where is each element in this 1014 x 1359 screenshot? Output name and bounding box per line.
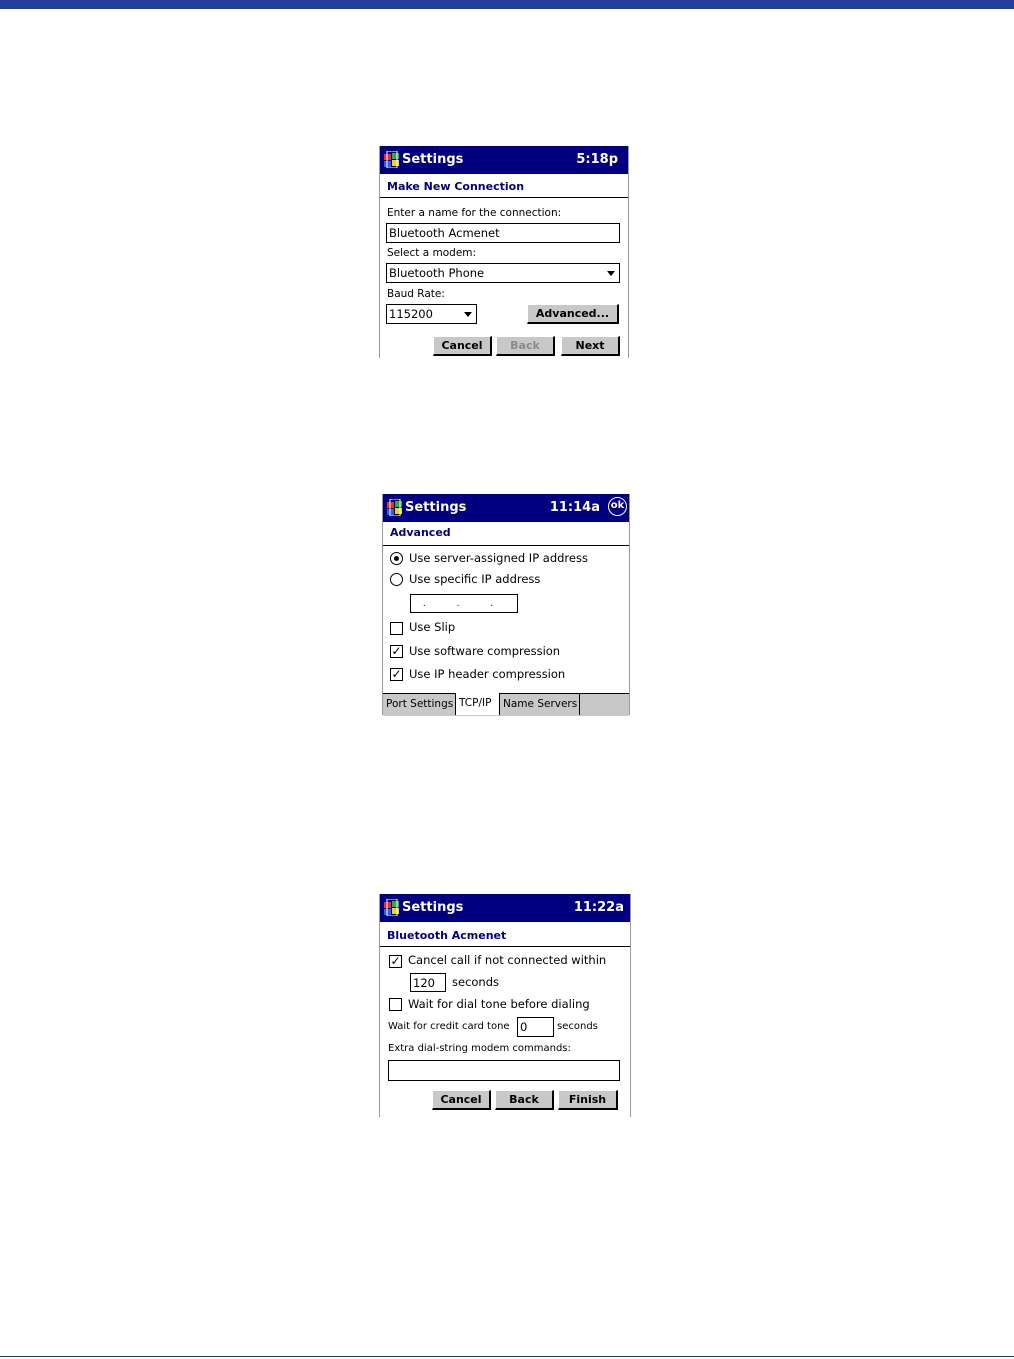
specific-ip-radio[interactable] (390, 573, 403, 586)
title-bar (380, 146, 628, 174)
header-divider (380, 197, 628, 198)
baud-rate-select[interactable] (386, 304, 477, 324)
title-bar (380, 894, 630, 922)
dial-tone-checkbox[interactable] (389, 998, 402, 1011)
bluetooth-acmenet-screen (379, 894, 631, 1117)
page-header: Make New Connection (387, 180, 525, 193)
software-compression-label: Use software compression (409, 644, 561, 658)
app-title: Settings (405, 500, 467, 515)
dial-tone-label: Wait for dial tone before dialing (408, 997, 590, 1011)
use-slip-label: Use Slip (409, 620, 456, 634)
clock[interactable]: 11:14a (549, 500, 600, 515)
advanced-screen (382, 494, 630, 715)
cancel-button[interactable]: Cancel (432, 1090, 491, 1110)
finish-button[interactable]: Finish (558, 1090, 618, 1110)
extra-commands-input[interactable] (388, 1060, 620, 1081)
extra-commands-label: Extra dial-string modem commands: (388, 1043, 571, 1054)
chevron-down-icon (607, 271, 615, 276)
server-ip-label: Use server-assigned IP address (409, 551, 588, 565)
use-slip-checkbox[interactable] (390, 622, 403, 635)
windows-start-icon[interactable] (384, 899, 400, 916)
radio-selected-dot (394, 556, 399, 561)
next-button[interactable]: Next (561, 336, 620, 356)
ok-button[interactable]: ok (608, 497, 627, 516)
software-compression-checkbox[interactable]: ✓ (391, 644, 402, 658)
timeout-input[interactable]: 120 (410, 973, 446, 992)
connection-name-input[interactable]: Bluetooth Acmenet (386, 223, 620, 243)
cancel-button[interactable]: Cancel (433, 336, 492, 356)
server-ip-radio[interactable] (390, 552, 403, 565)
modem-select[interactable] (386, 263, 620, 283)
page-header: Advanced (390, 526, 451, 539)
page-bottom-rule (0, 1356, 1014, 1357)
modem-label: Select a modem: (387, 247, 477, 259)
title-bar (383, 494, 629, 522)
app-title: Settings (402, 900, 464, 915)
back-button[interactable]: Back (495, 1090, 554, 1110)
connection-name-label: Enter a name for the connection: (387, 207, 562, 219)
credit-tone-input[interactable]: 0 (517, 1017, 554, 1037)
ip-header-compression-label: Use IP header compression (409, 667, 566, 681)
page-top-bar (0, 0, 1014, 9)
app-title: Settings (402, 152, 464, 167)
ip-address-input[interactable]: . . . (410, 594, 518, 613)
baud-rate-value: 115200 (389, 307, 433, 321)
chevron-down-icon (464, 312, 472, 317)
tab-name-servers[interactable]: Name Servers (500, 694, 580, 715)
specific-ip-label: Use specific IP address (409, 572, 541, 586)
tab-tcp-ip[interactable]: TCP/IP (456, 693, 500, 715)
ip-header-compression-checkbox[interactable]: ✓ (391, 667, 402, 681)
credit-tone-label: Wait for credit card tone (388, 1021, 510, 1032)
clock[interactable]: 5:18p (576, 152, 618, 167)
header-divider (380, 946, 630, 947)
windows-start-icon[interactable] (384, 151, 400, 168)
credit-seconds-label: seconds (557, 1021, 598, 1032)
cancel-call-label: Cancel call if not connected within (408, 953, 607, 967)
modem-select-value: Bluetooth Phone (389, 266, 485, 280)
windows-start-icon[interactable] (387, 499, 403, 516)
tab-bar (383, 693, 629, 716)
cancel-call-checkbox[interactable]: ✓ (390, 954, 401, 968)
back-button: Back (496, 336, 555, 356)
header-divider (383, 545, 629, 546)
make-new-connection-screen (379, 146, 629, 358)
tab-port-settings[interactable]: Port Settings (383, 694, 456, 715)
seconds-label: seconds (452, 975, 500, 989)
baud-rate-label: Baud Rate: (387, 288, 445, 300)
advanced-button[interactable]: Advanced... (527, 304, 619, 324)
clock[interactable]: 11:22a (573, 900, 624, 915)
page-header: Bluetooth Acmenet (387, 929, 507, 942)
